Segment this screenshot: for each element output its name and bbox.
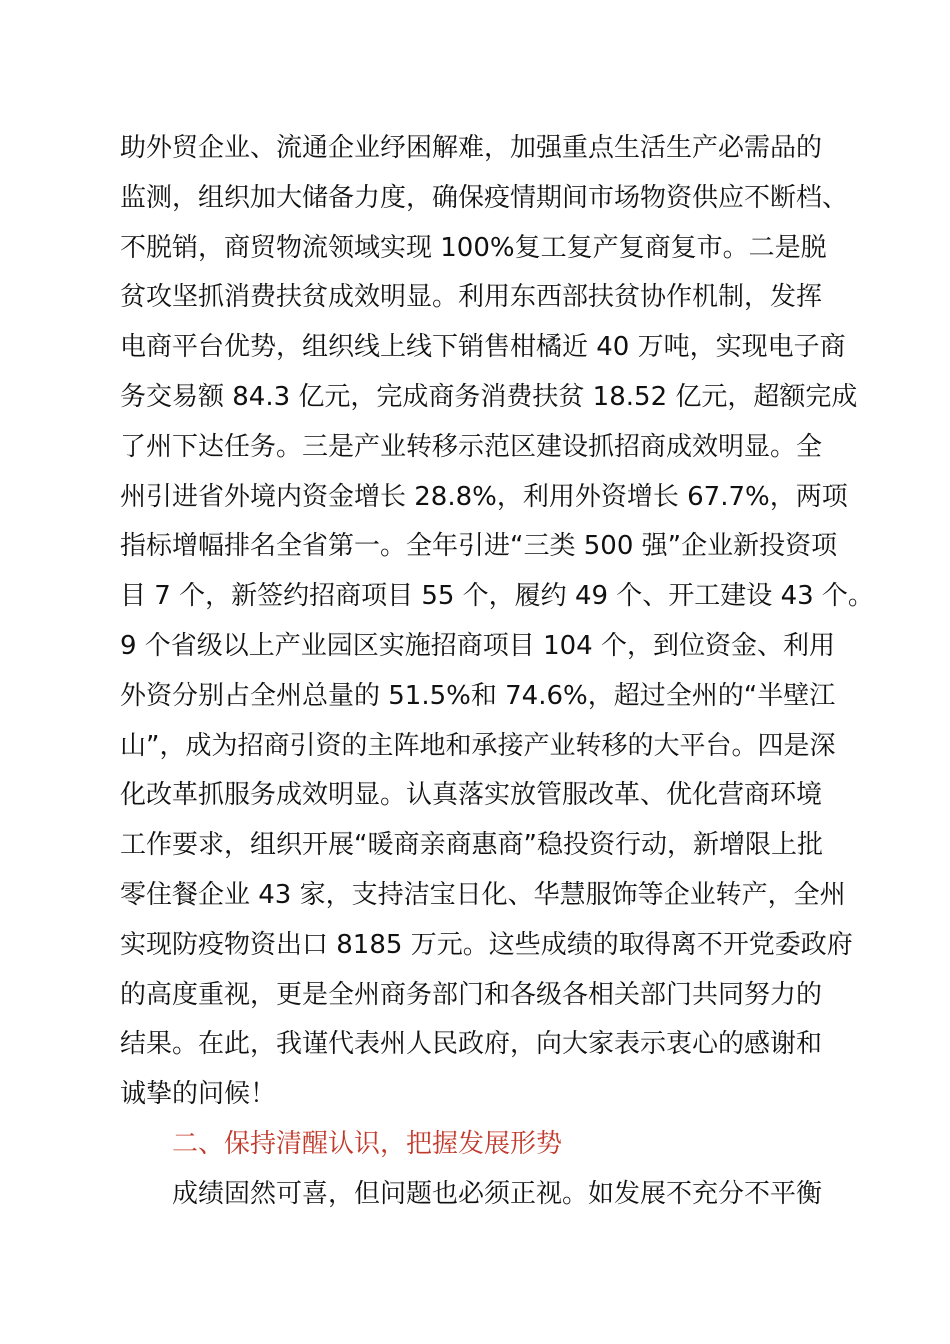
body-line-17: 实现防疫物资出口 8185 万元。这些成绩的取得离不开党委政府	[120, 929, 853, 960]
body-line-6: 务交易额 84.3 亿元，完成商务消费扶贫 18.52 亿元，超额完成	[120, 381, 858, 412]
body-line-10: 目 7 个，新签约招商项目 55 个，履约 49 个、开工建设 43 个。	[120, 581, 874, 612]
body-line-9: 指标增幅排名全省第一。全年引进“三类 500 强”企业新投资项	[120, 531, 838, 562]
body-line-18: 的高度重视，更是全州商务部门和各级各相关部门共同努力的	[120, 979, 823, 1010]
body-line-8: 州引进省外境内资金增长 28.8%，利用外资增长 67.7%，两项	[120, 481, 848, 512]
body-line-14: 化改革抓服务成效明显。认真落实放管服改革、优化营商环境	[120, 780, 823, 811]
body-line-11: 9 个省级以上产业园区实施招商项目 104 个，到位资金、利用	[120, 630, 835, 661]
body-line-19: 结果。在此，我谨代表州人民政府，向大家表示衷心的感谢和	[120, 1029, 823, 1060]
paragraph-first-line: 成绩固然可喜，但问题也必须正视。如发展不充分不平衡	[172, 1178, 823, 1209]
body-line-5: 电商平台优势，组织线上线下销售柑橘近 40 万吨，实现电子商	[120, 332, 846, 363]
section-heading: 二、保持清醒认识，把握发展形势	[172, 1128, 563, 1159]
body-line-20: 诚挚的问候！	[120, 1079, 277, 1110]
body-line-12: 外资分别占全州总量的 51.5%和 74.6%，超过全州的“半壁江	[120, 680, 836, 711]
body-line-16: 零住餐企业 43 家，支持洁宝日化、华慧服饰等企业转产，全州	[120, 879, 846, 910]
body-line-15: 工作要求，组织开展“暖商亲商惠商”稳投资行动，新增限上批	[120, 830, 823, 861]
body-line-2: 监测，组织加大储备力度，确保疫情期间市场物资供应不断档、	[120, 182, 849, 213]
body-line-3: 不脱销，商贸物流领域实现 100%复工复产复商复市。二是脱	[120, 232, 827, 263]
body-line-1: 助外贸企业、流通企业纾困解难，加强重点生活生产必需品的	[120, 133, 823, 163]
document-body	[120, 124, 874, 1220]
body-line-13: 山”，成为招商引资的主阵地和承接产业转移的大平台。四是深	[120, 730, 836, 761]
body-line-4: 贫攻坚抓消费扶贫成效明显。利用东西部扶贫协作机制，发挥	[120, 282, 823, 313]
body-line-7: 了州下达任务。三是产业转移示范区建设抓招商成效明显。全	[120, 431, 823, 462]
